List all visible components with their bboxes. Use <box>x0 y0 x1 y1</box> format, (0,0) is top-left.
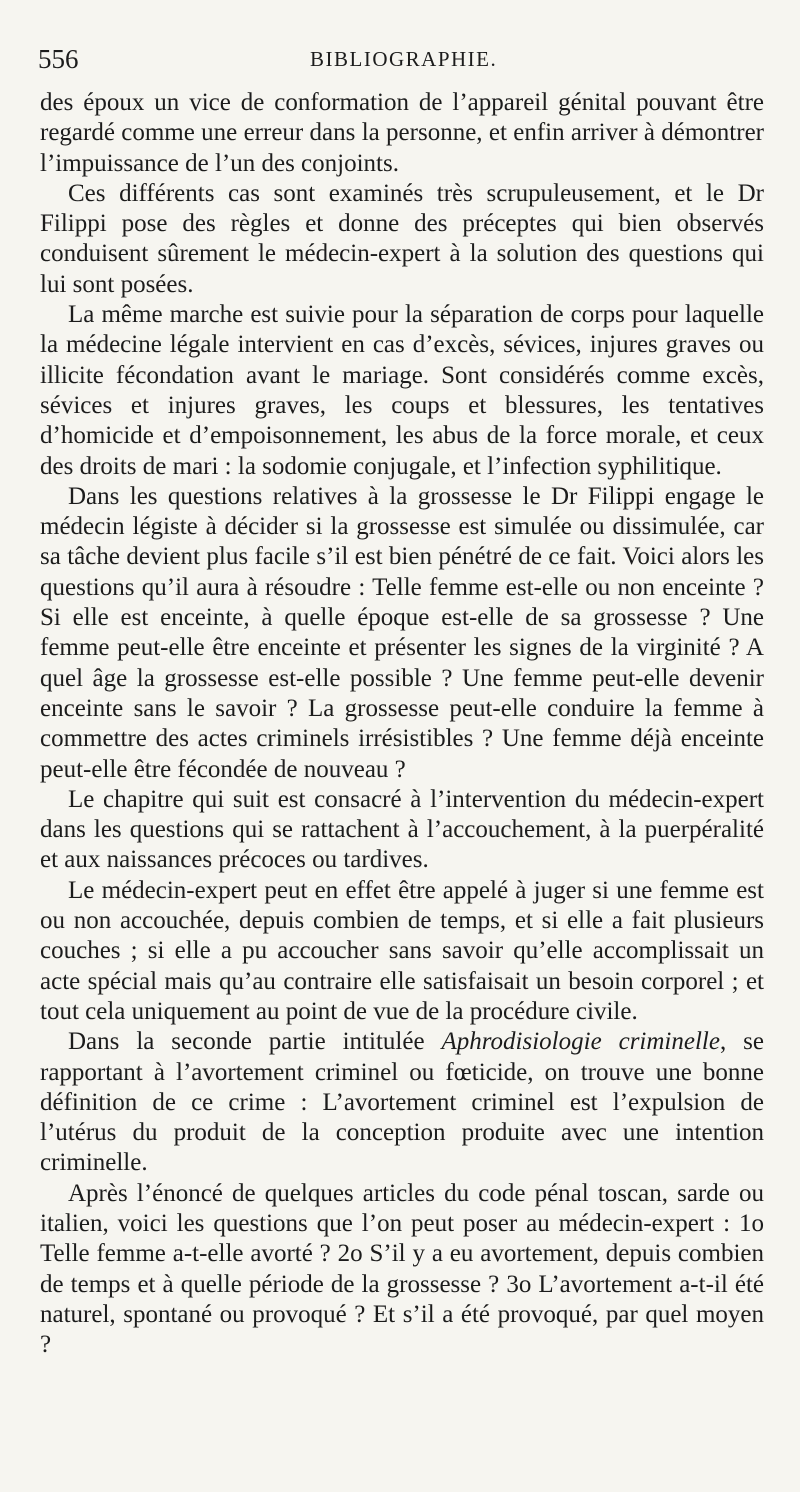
paragraph-text: , se rapportant à l’avortement criminel ou fœticide, on trouve une bonne définition de ce crime : L’avortement criminel est l’expulsion de l’utérus du produit de la conception produite avec une intention criminelle. <box>40 1028 764 1177</box>
italic-title: Aphrodisiologie criminelle <box>441 1028 720 1056</box>
paragraph: Ces différents cas sont examinés très scrupuleusement, et le Dr Filippi pose des règles et donne des préceptes qui bien observés conduisent sûrement le médecin-expert à la solution des questions qui lui sont posées. <box>40 179 764 298</box>
page-number: 556 <box>38 44 79 74</box>
page-header <box>38 44 770 78</box>
body-text <box>40 88 764 1360</box>
paragraph: des époux un vice de conformation de l’appareil génital pouvant être regardé comme une erreur dans la personne, et enfin arriver à démontrer l’impuissance de l’un des conjoints. <box>40 89 764 177</box>
paragraph: Après l’énoncé de quelques articles du code pénal toscan, sarde ou italien, voici les questions que l’on peut poser au médecin-expert : 1o Telle femme a-t-elle avorté ? 2o S’il y a eu avortement, depuis combien de temps et à quelle période de la grossesse ? 3o L’avortement a-t-il été naturel, spontané ou provoqué ? Et s’il a été provoqué, par quel moyen ? <box>40 1179 764 1359</box>
paragraph <box>40 1027 764 1178</box>
paragraph-text: Dans la seconde partie intitulée <box>68 1028 442 1056</box>
running-title: BIBLIOGRAPHIE. <box>310 47 498 71</box>
paragraph: Le médecin-expert peut en effet être appelé à juger si une femme est ou non accouchée, depuis combien de temps, et si elle a fait plusieurs couches ; si elle a pu accoucher sans savoir qu’elle accomplissait un acte spécial mais qu’au contraire elle satisfaisait un besoin corporel ; et tout cela uniquement au point de vue de la procédure civile. <box>40 876 764 1025</box>
paragraph: Le chapitre qui suit est consacré à l’intervention du médecin-expert dans les questions qui se rattachent à l’accouchement, à la puerpéralité et aux naissances précoces ou tardives. <box>40 785 764 874</box>
paragraph: La même marche est suivie pour la séparation de corps pour laquelle la médecine légale intervient en cas d’excès, sévices, injures graves ou illicite fécondation avant le mariage. Sont considérés comme excès, sévices et injures graves, les coups et blessures, les tentatives d’homicide et d’empoisonnement, les abus de la force morale, et ceux des droits de mari : la sodomie conjugale, et l’infection syphilitique. <box>40 301 764 480</box>
paragraph: Dans les questions relatives à la grossesse le Dr Filippi engage le médecin légiste à décider si la grossesse est simulée ou dissimulée, car sa tâche devient plus facile s’il est bien pénétré de ce fait. Voici alors les questions qu’il aura à résoudre : Telle femme est-elle ou non enceinte ? Si elle est enceinte, à quelle époque est-elle de sa grossesse ? Une femme peut-elle être enceinte et présenter les signes de la virginité ? A quel âge la grossesse est-elle possible ? Une femme peut-elle devenir enceinte sans le savoir ? La grossesse peut-elle conduire la femme à commettre des actes criminels irrésistibles ? Une femme déjà enceinte peut-elle être fécondée de nouveau ? <box>40 482 764 783</box>
